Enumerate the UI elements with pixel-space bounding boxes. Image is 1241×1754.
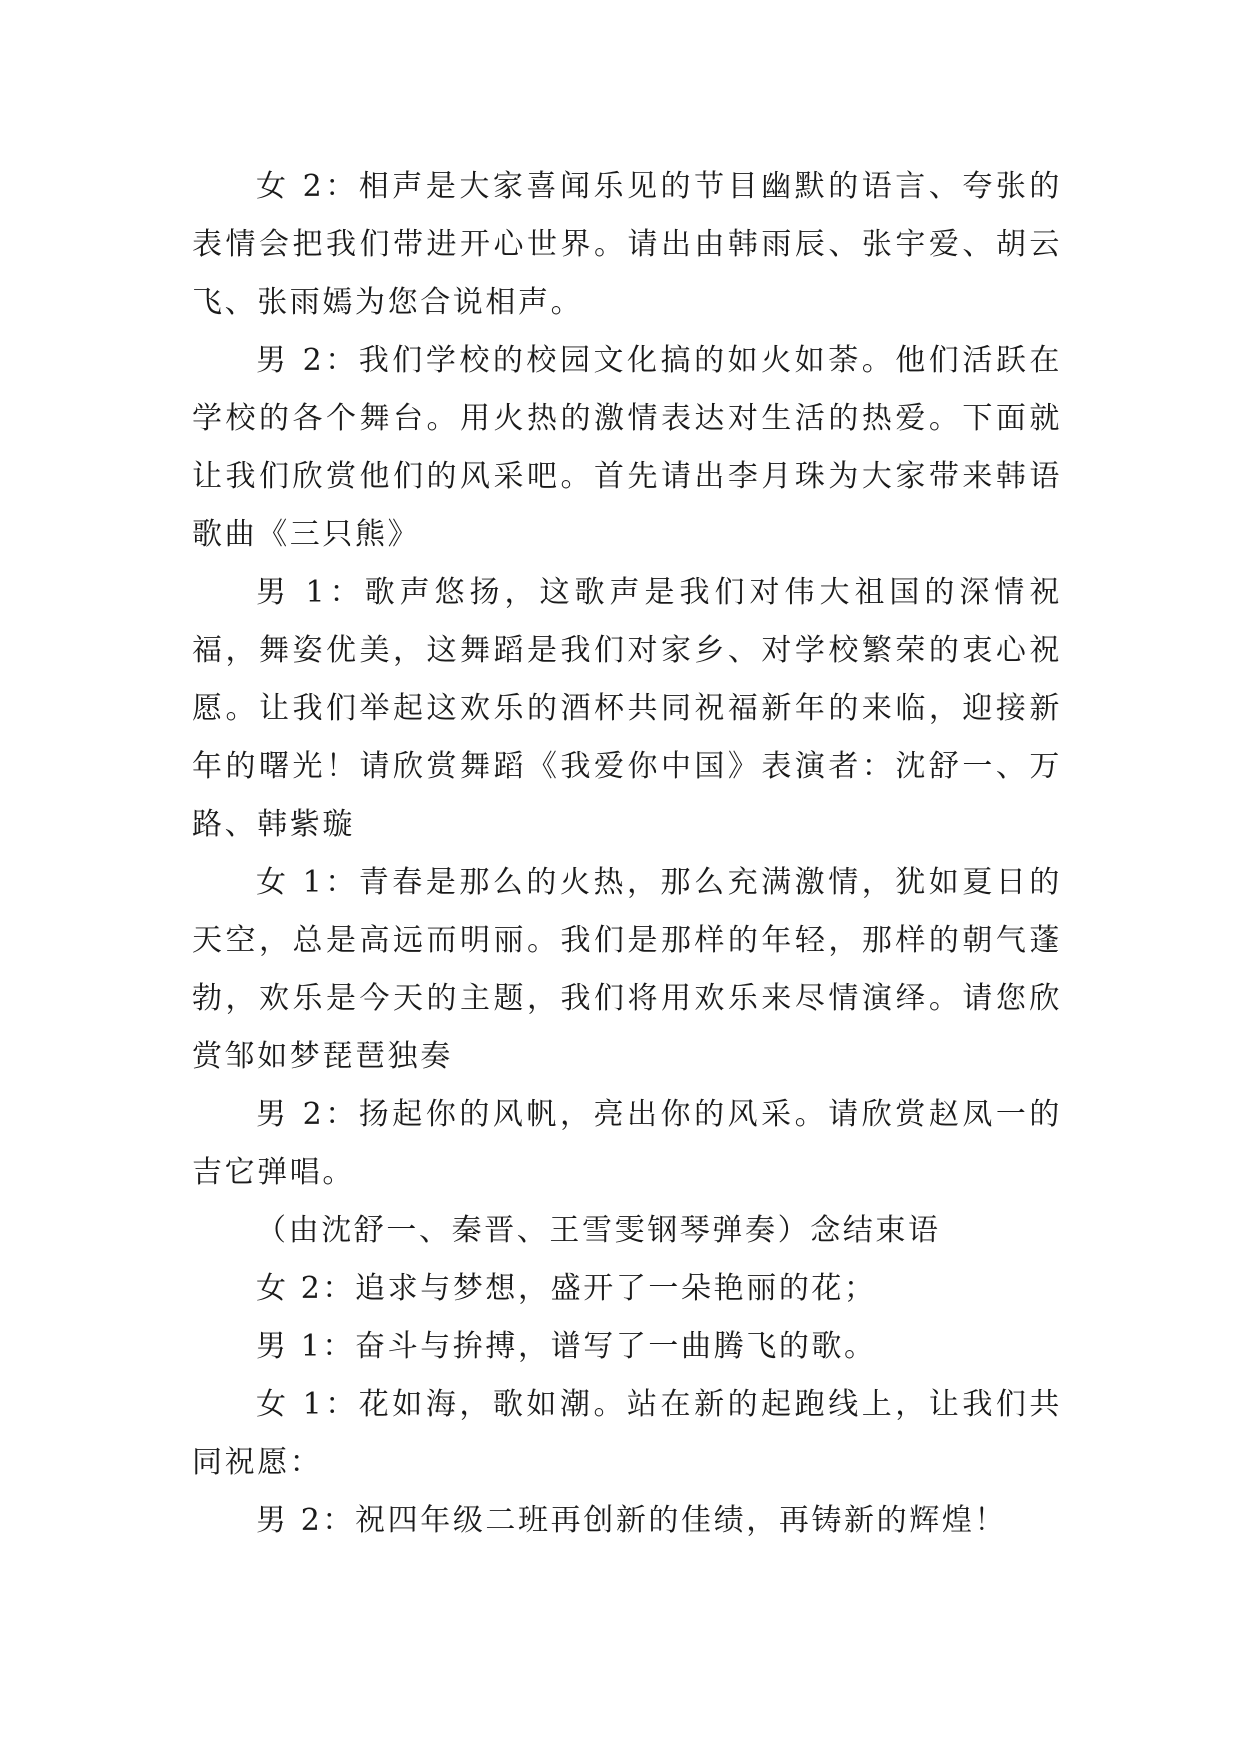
paragraph-9: 女 1：花如海，歌如潮。站在新的起跑线上，让我们共同祝愿： xyxy=(192,1387,1062,1480)
paragraph-3: 男 1：歌声悠扬，这歌声是我们对伟大祖国的深情祝福，舞姿优美，这舞蹈是我们对家乡、对学校繁荣的衷心祝愿。让我们举起这欢乐的酒杯共同祝福新年的来临，迎接新年的曙光！请欣赏舞蹈《我爱你中国》表演者：沈舒一、万路、韩紫璇 xyxy=(192,575,1062,842)
paragraph-1: 女 2：相声是大家喜闻乐见的节目幽默的语言、夸张的表情会把我们带进开心世界。请出由韩雨辰、张宇爱、胡云飞、张雨嫣为您合说相声。 xyxy=(192,169,1062,320)
paragraph-8: 男 1：奋斗与拚搏，谱写了一曲腾飞的歌。 xyxy=(256,1329,877,1364)
paragraph-4: 女 1：青春是那么的火热，那么充满激情，犹如夏日的天空，总是高远而明丽。我们是那样的年轻，那样的朝气蓬勃，欢乐是今天的主题，我们将用欢乐来尽情演绎。请您欣赏邹如梦琵琶独奏 xyxy=(192,865,1062,1074)
paragraph-10: 男 2：祝四年级二班再创新的佳绩，再铸新的辉煌！ xyxy=(256,1503,1008,1538)
paragraph-2: 男 2：我们学校的校园文化搞的如火如荼。他们活跃在学校的各个舞台。用火热的激情表达对生活的热爱。下面就让我们欣赏他们的风采吧。首先请出李月珠为大家带来韩语歌曲《三只熊》 xyxy=(192,343,1062,552)
document-page xyxy=(192,158,1062,1550)
paragraph-7: 女 2：追求与梦想，盛开了一朵艳丽的花； xyxy=(256,1271,877,1306)
paragraph-5: 男 2：扬起你的风帆，亮出你的风采。请欣赏赵凤一的吉它弹唱。 xyxy=(192,1097,1062,1190)
paragraph-6: （由沈舒一、秦晋、王雪雯钢琴弹奏）念结束语 xyxy=(256,1213,941,1248)
